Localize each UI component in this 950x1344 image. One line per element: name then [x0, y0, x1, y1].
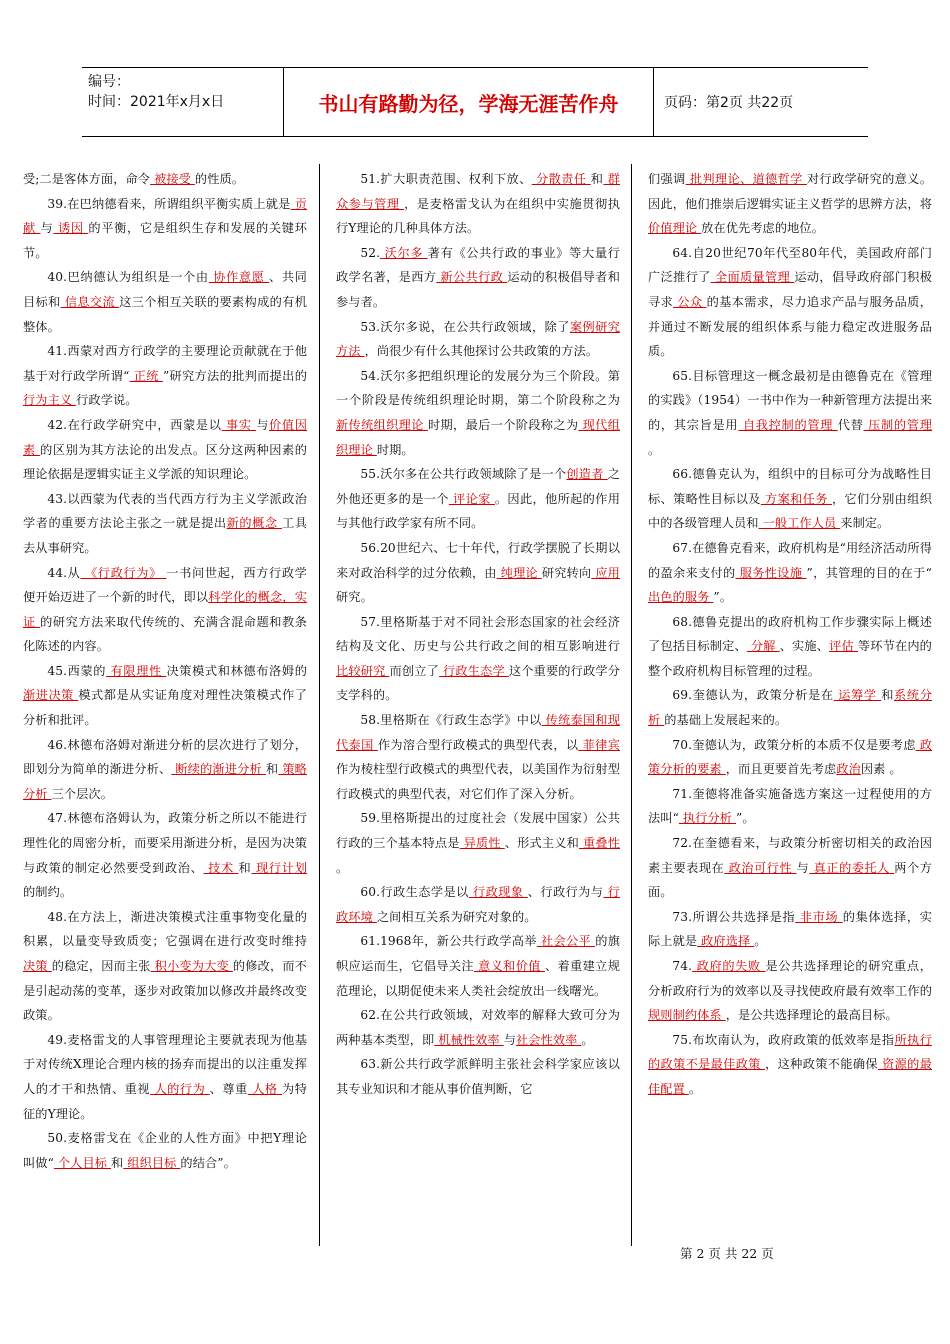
text-column-2 — [336, 167, 620, 1102]
answer-fill: 组织目标 — [123, 1155, 181, 1170]
answer-fill: 行政现象 — [468, 885, 528, 900]
page-header — [82, 67, 868, 137]
question-text: 的基本需求，尽力追求产品与服务品质，并通过不断发展的组织体系与能力稳定改进服务品质。 — [648, 294, 932, 359]
question-text: ”。 — [713, 590, 733, 605]
question-text: 的区别为其方法论的出发点。区分这两种因素的理论依据是逻辑实证主义学派的知识理论。 — [23, 442, 308, 482]
question-text: 与 — [40, 221, 54, 236]
question-text: 51.扩大职责范围、权利下放、 — [360, 172, 532, 186]
answer-fill: 行为主义 — [23, 393, 77, 408]
answer-fill: 公众 — [673, 294, 707, 309]
question-text: 的稳定，因而主张 — [51, 959, 151, 973]
answer-fill: 群众参与管理 — [336, 172, 620, 211]
question-text: 47.林德布洛姆认为，政策分析之所以不能进行理性化的周密分析，而要采用渐进分析，是因为决策与政策的制定必然要受到政治、 — [23, 811, 307, 875]
question-text: 与 — [503, 1032, 516, 1047]
question-paragraph — [23, 339, 307, 413]
answer-fill: 传统泰国和现代泰国 — [336, 713, 621, 752]
question-text: 研究转向 — [541, 565, 592, 580]
answer-fill: 案例研究方法 — [336, 319, 620, 359]
question-text: 、实施、 — [779, 639, 830, 654]
question-text: 、行政行为与 — [527, 885, 604, 900]
question-text: 这三个相互关联的要素构成的有机整体。 — [23, 294, 307, 334]
question-text: 54.沃尔多把组织理论的发展分为三个阶段。第一个阶段是传统组织理论时期，第二个阶段称之为 — [336, 368, 620, 408]
question-text: 。 — [688, 1081, 702, 1096]
answer-fill: 非市场 — [795, 909, 843, 924]
question-text: 三个层次。 — [51, 786, 113, 801]
answer-fill: 价值理论 — [648, 221, 702, 236]
question-text: 、尊重 — [209, 1081, 248, 1096]
answer-fill: 自我控制的管理 — [738, 417, 838, 432]
question-text: ”。 — [736, 811, 755, 826]
answer-fill: 贡献 — [23, 196, 307, 236]
question-paragraph — [336, 1003, 620, 1052]
answer-fill: 比较研究 — [336, 663, 390, 678]
question-paragraph — [23, 659, 307, 733]
answer-fill: 出色的服务 — [648, 590, 714, 605]
question-text: 40.巴纳德认为组织是一个由 — [47, 270, 209, 285]
question-paragraph — [23, 413, 307, 487]
answer-fill: 分散责任 — [531, 172, 591, 186]
answer-fill: 运筹学 — [833, 688, 882, 703]
question-text: ”，其管理的目的在于“ — [806, 565, 933, 580]
question-text: 因素 。 — [860, 762, 902, 777]
question-text: 。 — [648, 442, 661, 457]
question-text: 著有《公共行政的事业》等大量行政学名著，是西方 — [336, 245, 621, 285]
question-text: 之间相互关系为研究对象的。 — [376, 909, 537, 924]
header-motto: 书山有路勤为径，学海无涯苦作舟 — [318, 92, 619, 116]
question-text: 44.从 — [47, 565, 81, 580]
answer-fill: 现行计划 — [251, 860, 307, 875]
answer-fill: 菲律宾 — [578, 737, 621, 752]
answer-fill: 社会性效率 — [516, 1032, 582, 1047]
answer-fill: 科学化的概念，实证 — [23, 590, 307, 629]
question-text: 60.行政生态学是以 — [360, 885, 469, 900]
answer-fill: 技术 — [203, 860, 239, 875]
answer-fill: 个人目标 — [53, 1155, 112, 1170]
answer-fill: 社会公平 — [536, 934, 596, 949]
question-text: 为特征的Y理论。 — [23, 1081, 307, 1121]
answer-fill: 积小变为大变 — [150, 959, 233, 973]
answer-fill: 所执行的政策不是最佳政策 — [648, 1032, 932, 1072]
header-page-number: 页码：第2页 共22页 — [664, 95, 794, 111]
question-text: 来制定。 — [840, 516, 890, 531]
answer-fill: 政府的失败 — [692, 959, 766, 973]
question-text: 59.里格斯提出的过度社会（发展中国家）公共行政的三个基本特点是 — [336, 811, 620, 851]
question-paragraph — [648, 905, 932, 954]
answer-fill: 资源的最佳配置 — [648, 1057, 933, 1096]
answer-fill: 被接受 — [150, 172, 195, 186]
answer-fill: 批判理论、道德哲学 — [685, 172, 807, 186]
question-text: 46.林德布洛姆对渐进分析的层次进行了划分，即划分为简单的渐进分析、 — [23, 737, 307, 777]
question-text: 和 — [590, 172, 604, 186]
question-text: 57.里格斯基于对不同社会形态国家的社会经济结构及文化、历史与公共行政之间的相互影响进行 — [336, 614, 620, 654]
answer-fill: 行政环境 — [336, 885, 620, 924]
question-text: 工具去从事研究。 — [23, 516, 307, 555]
question-text: 64.自20世纪70年代至80年代，美国政府部门广泛推行了 — [648, 245, 932, 285]
question-paragraph — [23, 1126, 307, 1175]
question-text: 作为棱柱型行政模式的典型代表，以美国作为衍射型行政模式的典型代表，对它们作了深入分析。 — [336, 762, 620, 801]
question-text: 。因此，他所起的作用与其他行政学家有所不同。 — [336, 491, 621, 531]
question-text: 的研究方法来取代传统的、充满含混命题和教条化陈述的内容。 — [23, 614, 308, 654]
answer-fill: 服务性设施 — [735, 565, 807, 580]
question-paragraph — [23, 167, 307, 192]
question-text: 的集体选择，实际上就是 — [648, 909, 933, 949]
question-paragraph — [23, 905, 307, 1028]
question-text: 。 — [754, 934, 767, 949]
question-text: 55.沃尔多在公共行政领域除了是一个 — [360, 467, 567, 482]
question-paragraph — [648, 167, 932, 241]
question-paragraph — [648, 536, 932, 610]
question-text: 时期，最后一个阶段称之为 — [427, 417, 579, 432]
question-text: 42.在行政学研究中，西蒙是以 — [47, 417, 222, 432]
question-text: 62.在公共行政领域，对效率的解释大致可分为两种基本类型，即 — [336, 1008, 620, 1047]
answer-fill: 意义和价值 — [473, 959, 546, 973]
question-paragraph — [648, 241, 932, 364]
question-paragraph — [336, 929, 620, 1003]
question-text: 的基础上发展起来的。 — [664, 713, 788, 728]
answer-fill: 执行分析 — [678, 811, 737, 826]
question-paragraph — [23, 192, 307, 266]
question-text: 的结合”。 — [180, 1155, 236, 1170]
question-text: 的修改，而不是引起动荡的变革，逐步对政策加以修改并最终改变政策。 — [23, 959, 307, 1023]
question-text: 56.20世纪六、七十年代，行政学摆脱了长期以来对政治科学的过分依赖，由 — [336, 540, 620, 580]
question-text: 41.西蒙对西方行政学的主要理论贡献就在于他基于对行政学所谓“ — [23, 344, 307, 383]
question-paragraph — [648, 462, 932, 536]
question-text: 时期。 — [376, 442, 414, 457]
question-text: 74. — [672, 959, 693, 973]
question-text: 和 — [881, 688, 895, 703]
answer-fill: 机械性效率 — [434, 1032, 504, 1047]
answer-fill: 方案和任务 — [760, 491, 832, 506]
question-text: 67.在德鲁克看来，政府机构是“用经济活动所得的盈余来支付的 — [648, 540, 932, 580]
answer-fill: 人格 — [247, 1081, 282, 1096]
question-text: 75.布坎南认为，政府政策的低效率是指 — [672, 1032, 895, 1047]
answer-fill: 事实 — [221, 417, 257, 432]
answer-fill: 系统分析 — [648, 688, 932, 728]
question-paragraph — [336, 315, 620, 364]
question-text: 行政学说。 — [76, 393, 138, 408]
answer-fill: 创造者 — [566, 467, 608, 482]
question-paragraph — [648, 954, 932, 1028]
question-paragraph — [648, 364, 932, 462]
question-paragraph — [336, 806, 620, 880]
question-paragraph — [336, 880, 620, 929]
question-paragraph — [23, 487, 307, 561]
question-paragraph — [336, 1052, 620, 1101]
question-text: 45.西蒙的 — [47, 663, 107, 678]
question-text: 等环节在内的整个政府机构目标管理的过程。 — [648, 639, 932, 678]
question-text: ，它们分别由组织中的各级管理人员和 — [648, 491, 932, 531]
question-paragraph — [23, 733, 307, 807]
question-text: 53.沃尔多说，在公共行政领域，除了 — [360, 319, 570, 334]
question-text: ，而且更要首先考虑 — [725, 762, 837, 777]
question-text: 。 — [336, 860, 349, 875]
question-paragraph — [648, 782, 932, 831]
answer-fill: 新的概念 — [226, 516, 282, 531]
question-text: 65.目标管理这一概念最初是由德鲁克在《管理的实践》（1954）一书中作为一种新管理方法提出来的，其宗旨是用 — [648, 368, 932, 432]
answer-fill: 全面质量管理 — [710, 270, 795, 285]
answer-fill: 新公共行政 — [436, 270, 508, 285]
answer-fill: 政府选择 — [697, 934, 755, 949]
question-text: 58.里格斯在《行政生态学》中以 — [360, 713, 542, 728]
question-text: 、着重建立规范理论，以期促使未来人类社会绽放出一线曙光。 — [336, 959, 620, 998]
question-paragraph — [336, 610, 620, 708]
question-text: 作为溶合型行政模式的典型代表，以 — [377, 737, 579, 752]
question-text: ，尚很少有什么其他探讨公共政策的方法。 — [364, 344, 599, 359]
question-text: ，这种政策不能确保 — [765, 1057, 878, 1072]
answer-fill: 规则制约体系 — [648, 1008, 726, 1023]
question-text: 而创立了 — [389, 663, 439, 678]
answer-fill: 政策分析的要素 — [648, 737, 932, 777]
question-paragraph — [648, 610, 932, 684]
question-text: 63.新公共行政学派鲜明主张社会科学家应该以其专业知识和才能从事价值判断，它 — [336, 1057, 620, 1096]
question-text: 68.德鲁克提出的政府机构工作步骤实际上概述了包括目标制定、 — [648, 614, 932, 654]
answer-fill: 沃尔多 — [380, 245, 428, 260]
question-text: 和 — [111, 1155, 124, 1170]
question-text: 73.所谓公共选择是指 — [672, 909, 796, 924]
answer-fill: 异质性 — [459, 836, 505, 851]
answer-fill: 《行政行为》 — [80, 565, 167, 580]
code-label: 编号： — [88, 74, 130, 90]
answer-fill: 诱因 — [53, 221, 89, 236]
question-text: 与 — [256, 417, 270, 432]
question-text: 72.在奎德看来，与政策分析密切相关的政治因素主要表现在 — [648, 836, 932, 875]
question-paragraph — [336, 167, 620, 241]
question-text: 50.麦格雷戈在《企业的人性方面》中把Y理论叫做“ — [23, 1131, 307, 1170]
question-paragraph — [23, 561, 307, 659]
question-paragraph — [336, 708, 620, 806]
question-text: 70.奎德认为，政策分析的本质不仅是要考虑 — [672, 737, 916, 752]
question-text: 与 — [796, 860, 810, 875]
header-meta — [88, 72, 286, 112]
text-column-3 — [648, 167, 932, 1102]
answer-fill: 断续的渐进分析 — [171, 762, 266, 777]
answer-fill: 应用 — [591, 565, 620, 580]
header-divider — [653, 68, 654, 136]
question-paragraph — [336, 241, 620, 315]
question-paragraph — [336, 536, 620, 610]
question-text: 们强调 — [648, 172, 686, 186]
question-text: 的性质。 — [194, 172, 245, 186]
question-text: 一书问世起，西方行政学便开始迈进了一个新的时代，即以 — [23, 565, 307, 605]
question-paragraph — [23, 806, 307, 904]
question-paragraph — [648, 683, 932, 732]
question-text: 、共同目标和 — [23, 270, 307, 309]
question-text: 研究。 — [336, 590, 373, 605]
question-text: ，是公共选择理论的最高目标。 — [725, 1008, 898, 1023]
question-text: 43.以西蒙为代表的当代西方行为主义学派政治学者的重要方法论主张之一就是提出 — [23, 491, 307, 531]
answer-fill: 压制的管理 — [863, 417, 932, 432]
answer-fill: 现代组织理论 — [336, 417, 621, 457]
question-text: 和 — [265, 762, 279, 777]
answer-fill: 策略分析 — [23, 762, 307, 801]
question-text: 和 — [238, 860, 252, 875]
question-text: 运动，倡导政府部门积极寻求 — [648, 270, 933, 309]
answer-fill: 分解 — [746, 639, 780, 654]
text-column-1 — [23, 167, 307, 1175]
answer-fill: 信息交流 — [60, 294, 120, 309]
question-text: 两个方面。 — [648, 860, 932, 900]
answer-fill: 新传统组织理论 — [336, 417, 428, 432]
answer-fill: 人的行为 — [150, 1081, 210, 1096]
question-text: 对行政学研究的意义。因此，他们推崇后逻辑实证主义哲学的思辨方法，将 — [648, 172, 932, 211]
page-footer: 第 2 页 共 22 页 — [680, 1246, 774, 1261]
answer-fill: 正统 — [129, 368, 163, 383]
question-paragraph — [648, 1028, 932, 1102]
question-text: 。 — [581, 1032, 594, 1047]
answer-fill: 政治可行性 — [724, 860, 797, 875]
question-text: 受;二是客体方面，命令 — [23, 172, 151, 186]
question-text: 之外他还更多的是一个 — [336, 467, 621, 506]
answer-fill: 重叠性 — [578, 836, 621, 851]
question-text: 、形式主义和 — [504, 836, 579, 851]
question-paragraph — [648, 733, 932, 782]
column-divider — [631, 164, 632, 1246]
question-paragraph — [336, 462, 620, 536]
answer-fill: 政治 — [836, 762, 861, 777]
answer-fill: 评估 — [829, 639, 858, 654]
answer-fill: 评论家 — [448, 491, 495, 506]
question-text: 的旗帜应运而生，它倡导关注 — [336, 934, 620, 973]
answer-fill: 一般工作人员 — [758, 516, 841, 531]
answer-fill: 纯理论 — [496, 565, 542, 580]
question-text: 69.奎德认为，政策分析是在 — [672, 688, 834, 703]
answer-fill: 渐进决策 — [23, 688, 79, 703]
question-text: 52. — [360, 245, 381, 260]
column-divider — [319, 164, 320, 1246]
question-text: ，是麦格雷戈认为在组织中实施贯彻执行Y理论的几种具体方法。 — [336, 196, 620, 236]
answer-fill: 真正的委托人 — [809, 860, 895, 875]
question-text: 这个重要的行政学分支学科的。 — [336, 663, 621, 703]
question-text: 决策模式和林德布洛姆的 — [166, 663, 307, 678]
answer-fill: 行政生态学 — [438, 663, 509, 678]
answer-fill: 协作意愿 — [208, 270, 270, 285]
question-text: 代替 — [837, 417, 864, 432]
question-paragraph — [648, 831, 932, 905]
question-text: 48.在方法上，渐进决策模式注重事物变化量的积累，以量变导致质变；它强调在进行改变时维持 — [23, 909, 307, 949]
answer-fill: 有限理性 — [106, 663, 167, 678]
question-text: 的平衡，它是组织生存和发展的关键环节。 — [23, 221, 307, 260]
time-label: 时间：2021年x月x日 — [88, 94, 225, 110]
question-text: 模式都是从实证角度对理性决策模式作了分析和批评。 — [23, 688, 307, 728]
question-text: 是公共选择理论的研究重点，分析政府行为的效率以及寻找使政府最有效率工作的 — [648, 959, 932, 998]
answer-fill: 价值因素 — [23, 417, 307, 457]
question-text: 61.1968年，新公共行政学高举 — [360, 934, 537, 949]
question-text: 49.麦格雷戈的人事管理理论主要就表现为他基于对传统X理论合理内核的扬弃而提出的以注重发挥人的才干和热情、重视 — [23, 1032, 307, 1096]
question-text: 66.德鲁克认为，组织中的目标可分为战略性目标、策略性目标以及 — [648, 467, 932, 506]
question-text: 运动的积极倡导者和参与者。 — [336, 270, 620, 309]
question-text: 放在优先考虑的地位。 — [701, 221, 824, 236]
question-paragraph — [23, 265, 307, 339]
answer-fill: 决策 — [23, 959, 52, 973]
question-text: ”研究方法的批判而提出的 — [162, 368, 307, 383]
question-text: 39.在巴纳德看来，所谓组织平衡实质上就是 — [47, 196, 291, 211]
question-paragraph — [23, 1028, 307, 1126]
question-text: 的制约。 — [23, 885, 73, 900]
question-paragraph — [336, 364, 620, 462]
question-text: 71.奎德将准备实施备选方案这一过程使用的方法叫“ — [648, 786, 932, 826]
